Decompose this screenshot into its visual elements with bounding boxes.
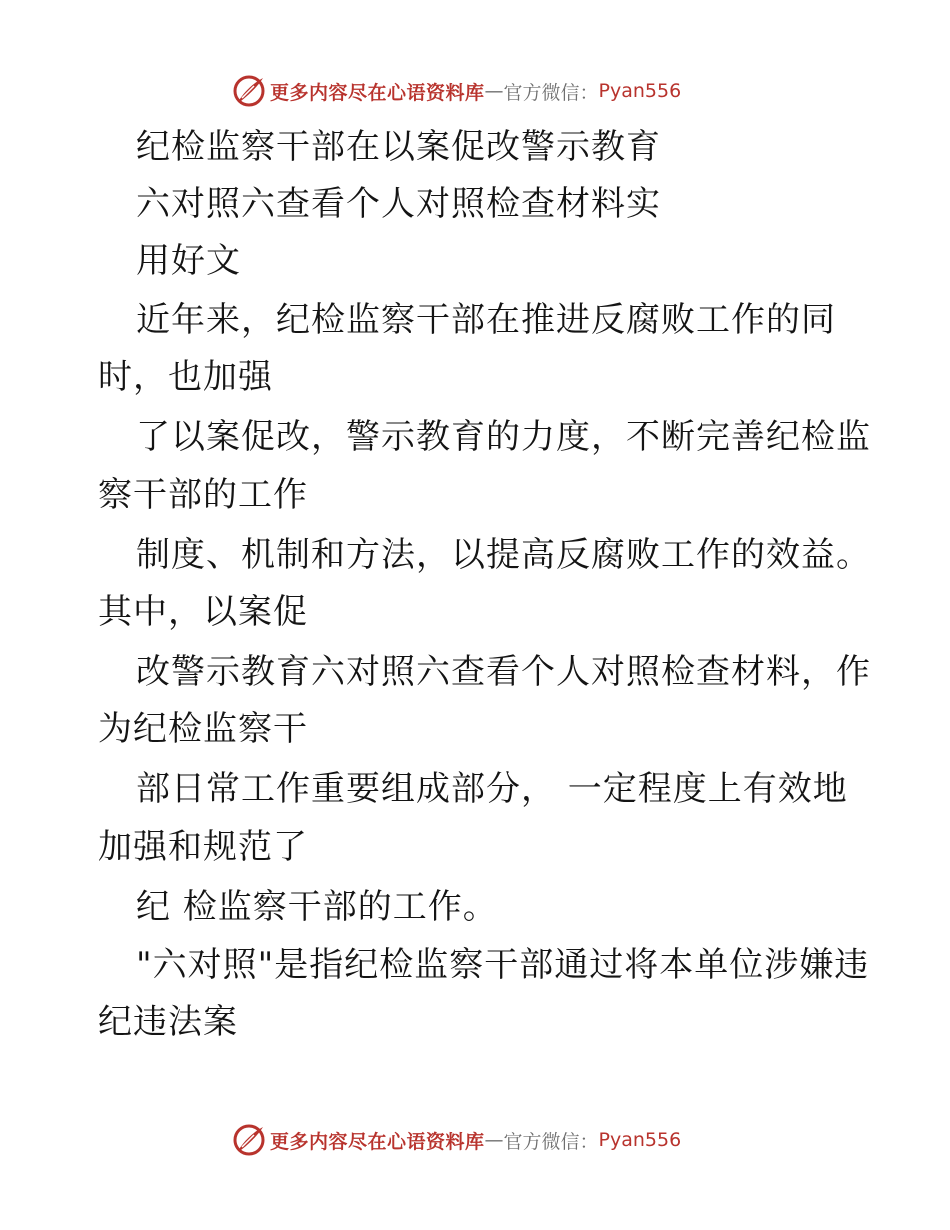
banner-wechat-id: Pyan556: [598, 1129, 682, 1151]
text-line: 制度、机制和方法，以提高反腐败工作的效益。: [136, 535, 871, 575]
banner-dash: —: [484, 1129, 504, 1151]
text-line: 纪 检监察干部的工作。: [136, 887, 498, 927]
text-line: 了以案促改，警示教育的力度，不断完善纪检监: [136, 417, 871, 457]
title-line-2: 六对照六查看个人对照检查材料实: [136, 184, 661, 224]
banner-dash: —: [484, 80, 504, 102]
text-line: 为纪检监察干: [98, 709, 308, 749]
footer-banner: [232, 1122, 681, 1158]
text-line: 纪违法案: [98, 1002, 238, 1042]
banner-label: 官方微信：: [503, 81, 599, 104]
text-line: 加强和规范了: [98, 827, 308, 867]
text-line: 部日常工作重要组成部分， 一定程度上有效地: [136, 769, 848, 809]
quill-pen-logo-icon: [232, 1123, 266, 1157]
banner-wechat-id: Pyan556: [598, 80, 682, 102]
text-line: "六对照"是指纪检监察干部通过将本单位涉嫌违: [136, 945, 870, 985]
title-line-3: 用好文: [136, 241, 241, 281]
quill-pen-logo-icon: [232, 74, 266, 108]
text-line: 时，也加强: [98, 357, 273, 397]
title-line-1: 纪检监察干部在以案促改警示教育: [136, 127, 661, 167]
banner-label: 官方微信：: [503, 1130, 599, 1153]
banner-text: 更多内容尽在心语资料库: [270, 1130, 485, 1153]
header-banner: [232, 73, 681, 109]
banner-text: 更多内容尽在心语资料库: [270, 81, 485, 104]
text-line: 察干部的工作: [98, 475, 308, 515]
text-line: 改警示教育六对照六查看个人对照检查材料，作: [136, 652, 871, 692]
text-line: 近年来，纪检监察干部在推进反腐败工作的同: [136, 300, 836, 340]
text-line: 其中，以案促: [98, 592, 308, 632]
